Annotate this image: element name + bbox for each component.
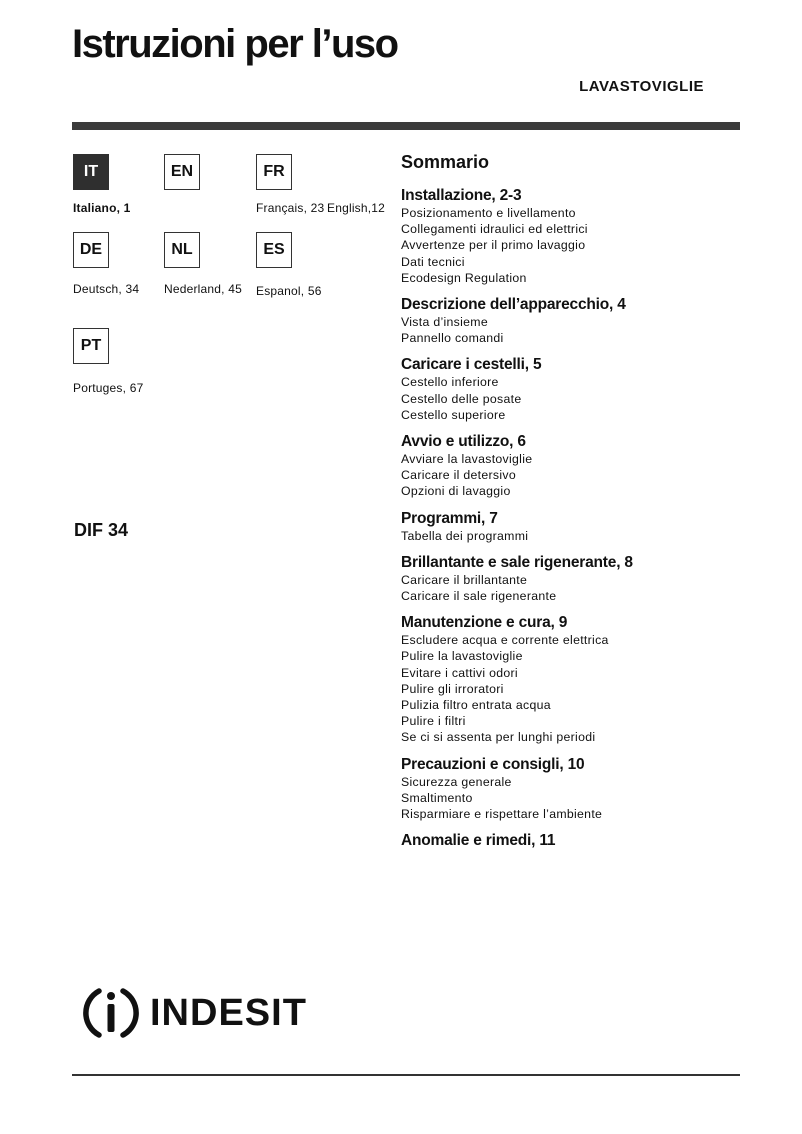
toc-item[interactable]: Risparmiare e rispettare l’ambiente [401, 807, 603, 822]
toc-section [401, 356, 761, 423]
toc-section-heading[interactable]: Precauzioni e consigli, 10 [401, 755, 585, 773]
brand-name: INDESIT [150, 991, 307, 1034]
lang-label-pt[interactable]: Portuges, 67 [73, 381, 144, 395]
toc-section-heading[interactable]: Manutenzione e cura, 9 [401, 614, 568, 632]
product-category: LAVASTOVIGLIE [579, 78, 704, 95]
toc-item[interactable]: Ecodesign Regulation [401, 270, 527, 285]
lang-label-es[interactable]: Espanol, 56 [256, 284, 322, 298]
toc-section [401, 296, 761, 346]
lang-label-nl[interactable]: Nederland, 45 [164, 282, 242, 296]
lang-label-it[interactable]: Italiano, 1 [73, 201, 131, 215]
toc-item[interactable]: Smaltimento [401, 790, 473, 805]
toc-item[interactable]: Caricare il sale rigenerante [401, 589, 557, 604]
toc-item[interactable]: Avvertenze per il primo lavaggio [401, 238, 586, 253]
toc-item[interactable]: Pulire i filtri [401, 714, 466, 729]
toc-item[interactable]: Tabella dei programmi [401, 528, 529, 543]
lang-label-en[interactable]: English,12 [327, 201, 386, 215]
toc-section [401, 832, 761, 850]
toc-section-heading[interactable]: Avvio e utilizzo, 6 [401, 433, 526, 451]
toc-section-heading[interactable]: Caricare i cestelli, 5 [401, 356, 542, 374]
toc-item[interactable]: Vista d’insieme [401, 315, 488, 330]
toc-item[interactable]: Dati tecnici [401, 254, 465, 269]
toc-title: Sommario [401, 152, 490, 172]
toc-section-heading[interactable]: Anomalie e rimedi, 11 [401, 832, 556, 850]
toc-section-heading[interactable]: Installazione, 2-3 [401, 187, 522, 204]
toc-item[interactable]: Pulire la lavastoviglie [401, 649, 523, 664]
toc-item[interactable]: Cestello superiore [401, 407, 506, 422]
page-title: Istruzioni per l’uso [72, 22, 398, 66]
bottom-divider [72, 1074, 740, 1076]
toc-section-heading[interactable]: Brillantante e sale rigenerante, 8 [401, 553, 633, 571]
lang-button-en[interactable]: EN [164, 154, 200, 190]
toc-item[interactable]: Pannello comandi [401, 331, 504, 346]
lang-button-pt[interactable]: PT [73, 328, 109, 364]
lang-button-es[interactable]: ES [256, 232, 292, 268]
toc-item[interactable]: Avviare la lavastoviglie [401, 452, 533, 467]
toc-item[interactable]: Caricare il detersivo [401, 468, 516, 483]
toc-section [401, 510, 761, 544]
lang-button-nl[interactable]: NL [164, 232, 200, 268]
toc-item[interactable]: Posizionamento e livellamento [401, 206, 576, 220]
model-number: DIF 34 [74, 520, 129, 540]
toc-section-heading[interactable]: Programmi, 7 [401, 509, 498, 527]
toc-item[interactable]: Se ci si assenta per lunghi periodi [401, 730, 596, 745]
lang-button-it[interactable]: IT [73, 154, 109, 190]
toc-item[interactable]: Evitare i cattivi odori [401, 665, 518, 680]
toc-item[interactable]: Pulire gli irroratori [401, 681, 504, 696]
toc-section [401, 554, 761, 604]
toc-sections [401, 187, 761, 850]
table-of-contents [401, 152, 761, 860]
toc-section [401, 614, 761, 745]
toc-item[interactable]: Pulizia filtro entrata acqua [401, 698, 551, 713]
toc-item[interactable]: Caricare il brillantante [401, 572, 528, 587]
toc-section-heading[interactable]: Descrizione dell’apparecchio, 4 [401, 296, 626, 314]
toc-section [401, 187, 761, 286]
toc-section [401, 433, 761, 500]
lang-label-fr[interactable]: Français, 23 [256, 201, 325, 215]
lang-button-fr[interactable]: FR [256, 154, 292, 190]
indesit-logo-icon [80, 982, 142, 1044]
toc-item[interactable]: Cestello inferiore [401, 375, 499, 390]
top-divider [72, 122, 740, 130]
lang-label-de[interactable]: Deutsch, 34 [73, 282, 140, 296]
toc-item[interactable]: Sicurezza generale [401, 774, 512, 789]
toc-item[interactable]: Cestello delle posate [401, 391, 522, 406]
toc-item[interactable]: Escludere acqua e corrente elettrica [401, 633, 609, 648]
toc-section [401, 756, 761, 823]
lang-button-de[interactable]: DE [73, 232, 109, 268]
brand-logo [80, 982, 307, 1044]
toc-item[interactable]: Collegamenti idraulici ed elettrici [401, 222, 588, 237]
toc-item[interactable]: Opzioni di lavaggio [401, 484, 511, 499]
